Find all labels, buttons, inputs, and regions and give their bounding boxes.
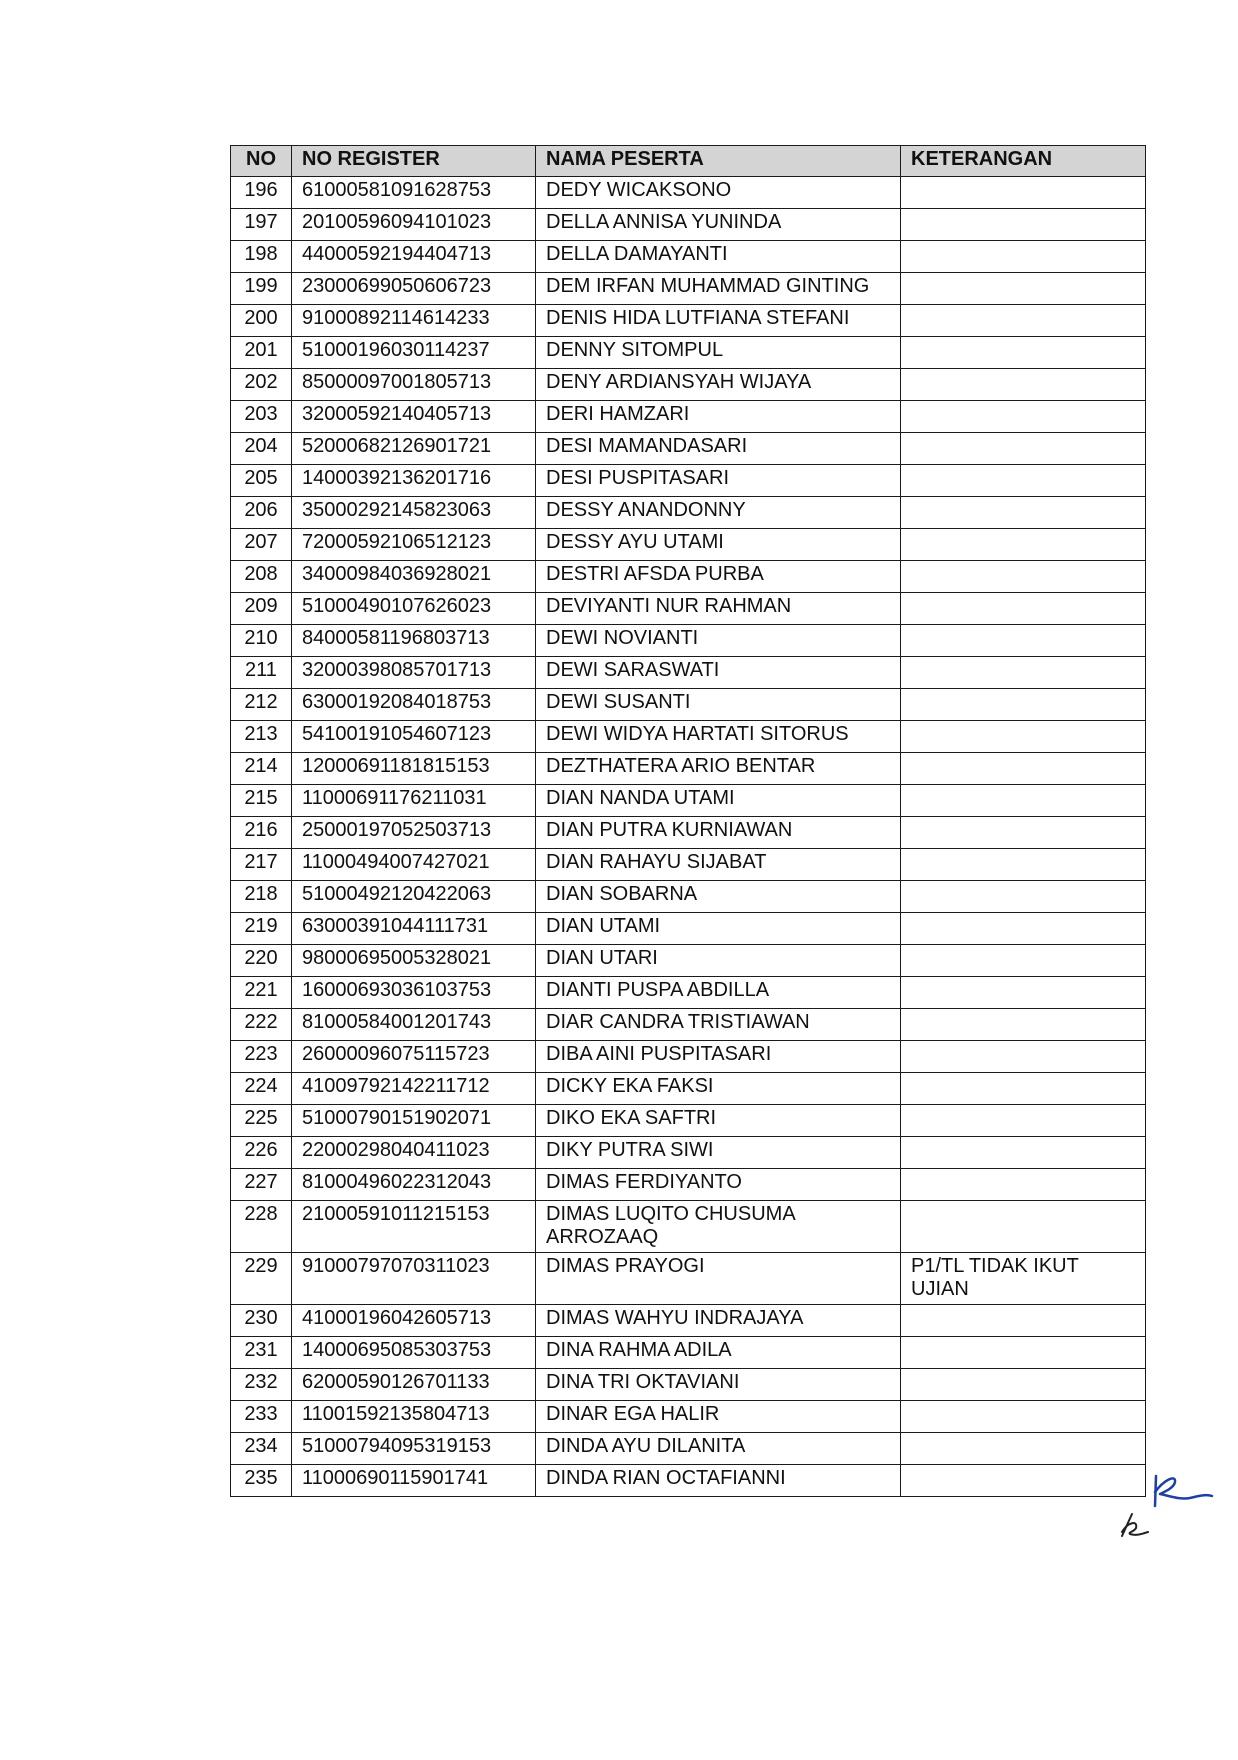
cell-note (901, 369, 1146, 401)
table-row (231, 1433, 1146, 1465)
cell-note (901, 1041, 1146, 1073)
cell-register: 11000690115901741 (292, 1465, 536, 1497)
cell-note (901, 1465, 1146, 1497)
cell-register: 34000984036928021 (292, 561, 536, 593)
cell-register: 51000492120422063 (292, 881, 536, 913)
table-row (231, 945, 1146, 977)
cell-name: DIKO EKA SAFTRI (536, 1105, 901, 1137)
table-row (231, 817, 1146, 849)
cell-register: 98000695005328021 (292, 945, 536, 977)
table-row (231, 529, 1146, 561)
table-row (231, 1073, 1146, 1105)
cell-name: DEM IRFAN MUHAMMAD GINTING (536, 273, 901, 305)
cell-no: 220 (231, 945, 292, 977)
cell-name: DEWI WIDYA HARTATI SITORUS (536, 721, 901, 753)
cell-note (901, 1433, 1146, 1465)
table-row (231, 497, 1146, 529)
cell-register: 11001592135804713 (292, 1401, 536, 1433)
cell-no: 196 (231, 177, 292, 209)
cell-note (901, 241, 1146, 273)
cell-no: 231 (231, 1337, 292, 1369)
cell-register: 51000490107626023 (292, 593, 536, 625)
table-row (231, 1105, 1146, 1137)
table-row (231, 433, 1146, 465)
participant-table (230, 145, 1146, 1497)
cell-name: DIMAS PRAYOGI (536, 1253, 901, 1305)
cell-register: 22000298040411023 (292, 1137, 536, 1169)
table-row (231, 177, 1146, 209)
table-row (231, 625, 1146, 657)
cell-register: 41009792142211712 (292, 1073, 536, 1105)
cell-register: 32000592140405713 (292, 401, 536, 433)
cell-note (901, 1169, 1146, 1201)
cell-register: 14000695085303753 (292, 1337, 536, 1369)
cell-no: 207 (231, 529, 292, 561)
table-row (231, 689, 1146, 721)
cell-register: 91000892114614233 (292, 305, 536, 337)
table-row (231, 465, 1146, 497)
cell-note (901, 273, 1146, 305)
table-row (231, 1369, 1146, 1401)
cell-note (901, 657, 1146, 689)
cell-note (901, 721, 1146, 753)
cell-no: 235 (231, 1465, 292, 1497)
cell-name: DELLA ANNISA YUNINDA (536, 209, 901, 241)
header-name: NAMA PESERTA (536, 146, 901, 177)
table-row (231, 241, 1146, 273)
table-row (231, 1401, 1146, 1433)
cell-name: DIMAS WAHYU INDRAJAYA (536, 1305, 901, 1337)
cell-register: 51000794095319153 (292, 1433, 536, 1465)
cell-register: 63000192084018753 (292, 689, 536, 721)
cell-no: 200 (231, 305, 292, 337)
cell-note (901, 785, 1146, 817)
cell-register: 12000691181815153 (292, 753, 536, 785)
table-row (231, 977, 1146, 1009)
cell-name: DEDY WICAKSONO (536, 177, 901, 209)
cell-name: DESTRI AFSDA PURBA (536, 561, 901, 593)
cell-no: 229 (231, 1253, 292, 1305)
cell-register: 84000581196803713 (292, 625, 536, 657)
table-row (231, 1465, 1146, 1497)
cell-register: 11000494007427021 (292, 849, 536, 881)
cell-name: DINAR EGA HALIR (536, 1401, 901, 1433)
cell-name: DENIS HIDA LUTFIANA STEFANI (536, 305, 901, 337)
cell-note (901, 817, 1146, 849)
cell-register: 91000797070311023 (292, 1253, 536, 1305)
cell-no: 224 (231, 1073, 292, 1105)
cell-register: 21000591011215153 (292, 1201, 536, 1253)
table-row (231, 1305, 1146, 1337)
cell-note (901, 913, 1146, 945)
cell-name: DIKY PUTRA SIWI (536, 1137, 901, 1169)
cell-register: 41000196042605713 (292, 1305, 536, 1337)
cell-register: 26000096075115723 (292, 1041, 536, 1073)
cell-note (901, 209, 1146, 241)
cell-note (901, 337, 1146, 369)
table-row (231, 1253, 1146, 1305)
cell-note (901, 881, 1146, 913)
cell-register: 54100191054607123 (292, 721, 536, 753)
cell-note (901, 945, 1146, 977)
cell-register: 72000592106512123 (292, 529, 536, 561)
cell-note (901, 593, 1146, 625)
cell-register: 35000292145823063 (292, 497, 536, 529)
cell-register: 81000496022312043 (292, 1169, 536, 1201)
cell-register: 16000693036103753 (292, 977, 536, 1009)
cell-note (901, 305, 1146, 337)
cell-name: DIMAS LUQITO CHUSUMA ARROZAAQ (536, 1201, 901, 1253)
cell-register: 23000699050606723 (292, 273, 536, 305)
cell-register: 25000197052503713 (292, 817, 536, 849)
cell-name: DEVIYANTI NUR RAHMAN (536, 593, 901, 625)
table-row (231, 593, 1146, 625)
cell-name: DIAR CANDRA TRISTIAWAN (536, 1009, 901, 1041)
cell-note (901, 1073, 1146, 1105)
cell-name: DICKY EKA FAKSI (536, 1073, 901, 1105)
cell-name: DEZTHATERA ARIO BENTAR (536, 753, 901, 785)
table-row (231, 849, 1146, 881)
cell-note: P1/TL TIDAK IKUT UJIAN (901, 1253, 1146, 1305)
cell-note (901, 1337, 1146, 1369)
table-row (231, 1041, 1146, 1073)
cell-no: 204 (231, 433, 292, 465)
cell-register: 62000590126701133 (292, 1369, 536, 1401)
cell-no: 211 (231, 657, 292, 689)
cell-register: 44000592194404713 (292, 241, 536, 273)
cell-note (901, 849, 1146, 881)
cell-register: 20100596094101023 (292, 209, 536, 241)
header-row (231, 146, 1146, 177)
cell-note (901, 977, 1146, 1009)
table-row (231, 1137, 1146, 1169)
cell-no: 221 (231, 977, 292, 1009)
cell-no: 205 (231, 465, 292, 497)
cell-no: 197 (231, 209, 292, 241)
cell-no: 219 (231, 913, 292, 945)
cell-name: DEWI SARASWATI (536, 657, 901, 689)
table-row (231, 657, 1146, 689)
cell-no: 201 (231, 337, 292, 369)
cell-name: DIAN RAHAYU SIJABAT (536, 849, 901, 881)
cell-no: 234 (231, 1433, 292, 1465)
cell-note (901, 401, 1146, 433)
cell-register: 11000691176211031 (292, 785, 536, 817)
cell-register: 85000097001805713 (292, 369, 536, 401)
cell-no: 212 (231, 689, 292, 721)
cell-note (901, 1305, 1146, 1337)
black-initial-mark (1116, 1510, 1156, 1542)
cell-no: 215 (231, 785, 292, 817)
cell-register: 14000392136201716 (292, 465, 536, 497)
cell-no: 213 (231, 721, 292, 753)
cell-note (901, 529, 1146, 561)
table-row (231, 1337, 1146, 1369)
cell-no: 225 (231, 1105, 292, 1137)
cell-register: 32000398085701713 (292, 657, 536, 689)
cell-no: 230 (231, 1305, 292, 1337)
cell-note (901, 433, 1146, 465)
cell-note (901, 1369, 1146, 1401)
cell-no: 218 (231, 881, 292, 913)
cell-no: 210 (231, 625, 292, 657)
header-note: KETERANGAN (901, 146, 1146, 177)
blue-initial-mark (1150, 1470, 1220, 1516)
cell-register: 61000581091628753 (292, 177, 536, 209)
cell-note (901, 497, 1146, 529)
header-no: NO (231, 146, 292, 177)
cell-no: 217 (231, 849, 292, 881)
cell-note (901, 177, 1146, 209)
table-row (231, 305, 1146, 337)
cell-no: 214 (231, 753, 292, 785)
cell-name: DINDA RIAN OCTAFIANNI (536, 1465, 901, 1497)
cell-name: DIAN NANDA UTAMI (536, 785, 901, 817)
cell-name: DESI PUSPITASARI (536, 465, 901, 497)
cell-note (901, 1137, 1146, 1169)
cell-name: DESSY ANANDONNY (536, 497, 901, 529)
cell-name: DERI HAMZARI (536, 401, 901, 433)
cell-no: 223 (231, 1041, 292, 1073)
cell-no: 228 (231, 1201, 292, 1253)
table-row (231, 337, 1146, 369)
cell-name: DINA TRI OKTAVIANI (536, 1369, 901, 1401)
cell-no: 198 (231, 241, 292, 273)
table-row (231, 913, 1146, 945)
table-row (231, 209, 1146, 241)
cell-name: DINDA AYU DILANITA (536, 1433, 901, 1465)
cell-note (901, 1401, 1146, 1433)
cell-no: 226 (231, 1137, 292, 1169)
table-row (231, 273, 1146, 305)
table-row (231, 721, 1146, 753)
cell-no: 209 (231, 593, 292, 625)
cell-note (901, 625, 1146, 657)
cell-no: 206 (231, 497, 292, 529)
cell-name: DESI MAMANDASARI (536, 433, 901, 465)
table-row (231, 369, 1146, 401)
table-row (231, 1201, 1146, 1253)
cell-note (901, 1009, 1146, 1041)
cell-name: DENY ARDIANSYAH WIJAYA (536, 369, 901, 401)
cell-register: 81000584001201743 (292, 1009, 536, 1041)
table-row (231, 401, 1146, 433)
cell-name: DIAN SOBARNA (536, 881, 901, 913)
cell-note (901, 1201, 1146, 1253)
blue-initial-stroke-2 (1155, 1478, 1212, 1498)
table-row (231, 753, 1146, 785)
cell-name: DEWI NOVIANTI (536, 625, 901, 657)
table-row (231, 561, 1146, 593)
cell-name: DIMAS FERDIYANTO (536, 1169, 901, 1201)
cell-no: 227 (231, 1169, 292, 1201)
cell-name: DIANTI PUSPA ABDILLA (536, 977, 901, 1009)
cell-name: DIAN PUTRA KURNIAWAN (536, 817, 901, 849)
cell-name: DENNY SITOMPUL (536, 337, 901, 369)
table-row (231, 785, 1146, 817)
cell-register: 63000391044111731 (292, 913, 536, 945)
cell-no: 203 (231, 401, 292, 433)
table-row (231, 1009, 1146, 1041)
cell-no: 233 (231, 1401, 292, 1433)
cell-no: 222 (231, 1009, 292, 1041)
cell-note (901, 465, 1146, 497)
cell-note (901, 561, 1146, 593)
cell-name: DINA RAHMA ADILA (536, 1337, 901, 1369)
cell-no: 232 (231, 1369, 292, 1401)
cell-note (901, 1105, 1146, 1137)
table-row (231, 1169, 1146, 1201)
cell-no: 202 (231, 369, 292, 401)
cell-note (901, 689, 1146, 721)
cell-name: DESSY AYU UTAMI (536, 529, 901, 561)
cell-name: DIAN UTAMI (536, 913, 901, 945)
cell-name: DELLA DAMAYANTI (536, 241, 901, 273)
cell-register: 51000790151902071 (292, 1105, 536, 1137)
table-row (231, 881, 1146, 913)
cell-no: 199 (231, 273, 292, 305)
table-body (231, 177, 1146, 1497)
cell-register: 52000682126901721 (292, 433, 536, 465)
header-register: NO REGISTER (292, 146, 536, 177)
cell-no: 216 (231, 817, 292, 849)
cell-register: 51000196030114237 (292, 337, 536, 369)
cell-name: DIAN UTARI (536, 945, 901, 977)
cell-name: DIBA AINI PUSPITASARI (536, 1041, 901, 1073)
cell-no: 208 (231, 561, 292, 593)
cell-note (901, 753, 1146, 785)
cell-name: DEWI SUSANTI (536, 689, 901, 721)
